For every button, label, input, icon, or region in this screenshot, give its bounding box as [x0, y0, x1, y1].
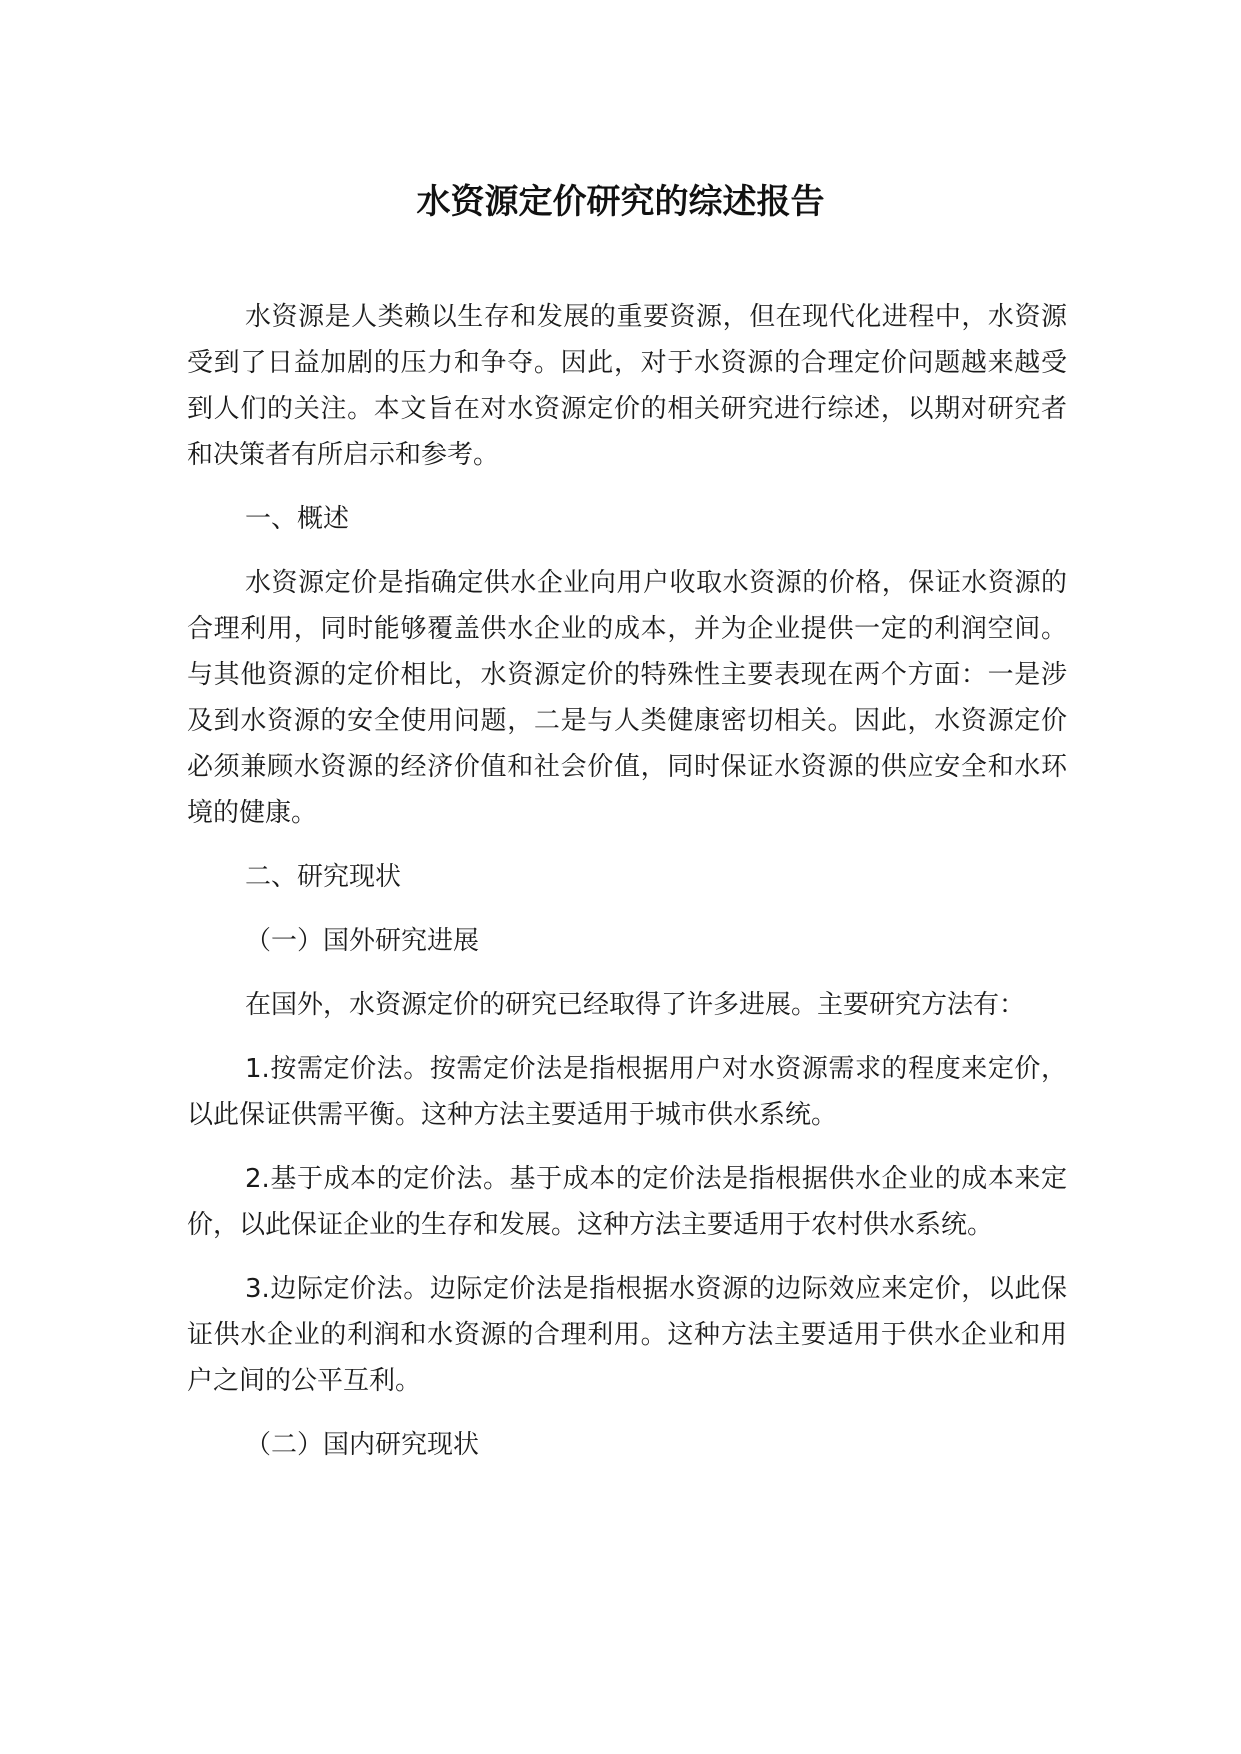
overview-paragraph: 水资源定价是指确定供水企业向用户收取水资源的价格，保证水资源的合理利用，同时能够覆盖供水企业的成本，并为企业提供一定的利润空间。与其他资源的定价相比，水资源定价的特殊性主要表现在两个方面：一是涉及到水资源的安全使用问题，二是与人类健康密切相关。因此，水资源定价必须兼顾水资源的经济价值和社会价值，同时保证水资源的供应安全和水环境的健康。	[187, 568, 1067, 828]
document-body	[187, 294, 1067, 1486]
subsection-heading-domestic: （二）国内研究现状	[245, 1430, 480, 1460]
method-2-paragraph: 2.基于成本的定价法。基于成本的定价法是指根据供水企业的成本来定价，以此保证企业的生存和发展。这种方法主要适用于农村供水系统。	[187, 1164, 1067, 1240]
document-title: 水资源定价研究的综述报告	[416, 182, 825, 222]
intro-paragraph: 水资源是人类赖以生存和发展的重要资源，但在现代化进程中，水资源受到了日益加剧的压力和争夺。因此，对于水资源的合理定价问题越来越受到人们的关注。本文旨在对水资源定价的相关研究进行综述，以期对研究者和决策者有所启示和参考。	[187, 302, 1067, 470]
method-1-paragraph: 1.按需定价法。按需定价法是指根据用户对水资源需求的程度来定价，以此保证供需平衡。这种方法主要适用于城市供水系统。	[187, 1054, 1067, 1130]
method-3-paragraph: 3.边际定价法。边际定价法是指根据水资源的边际效应来定价，以此保证供水企业的利润和水资源的合理利用。这种方法主要适用于供水企业和用户之间的公平互利。	[187, 1274, 1067, 1396]
section-heading-research-status: 二、研究现状	[245, 862, 402, 892]
foreign-intro-paragraph: 在国外，水资源定价的研究已经取得了许多进展。主要研究方法有：	[245, 990, 1026, 1020]
subsection-heading-foreign: （一）国外研究进展	[245, 926, 480, 956]
section-heading-overview: 一、概述	[245, 504, 350, 534]
